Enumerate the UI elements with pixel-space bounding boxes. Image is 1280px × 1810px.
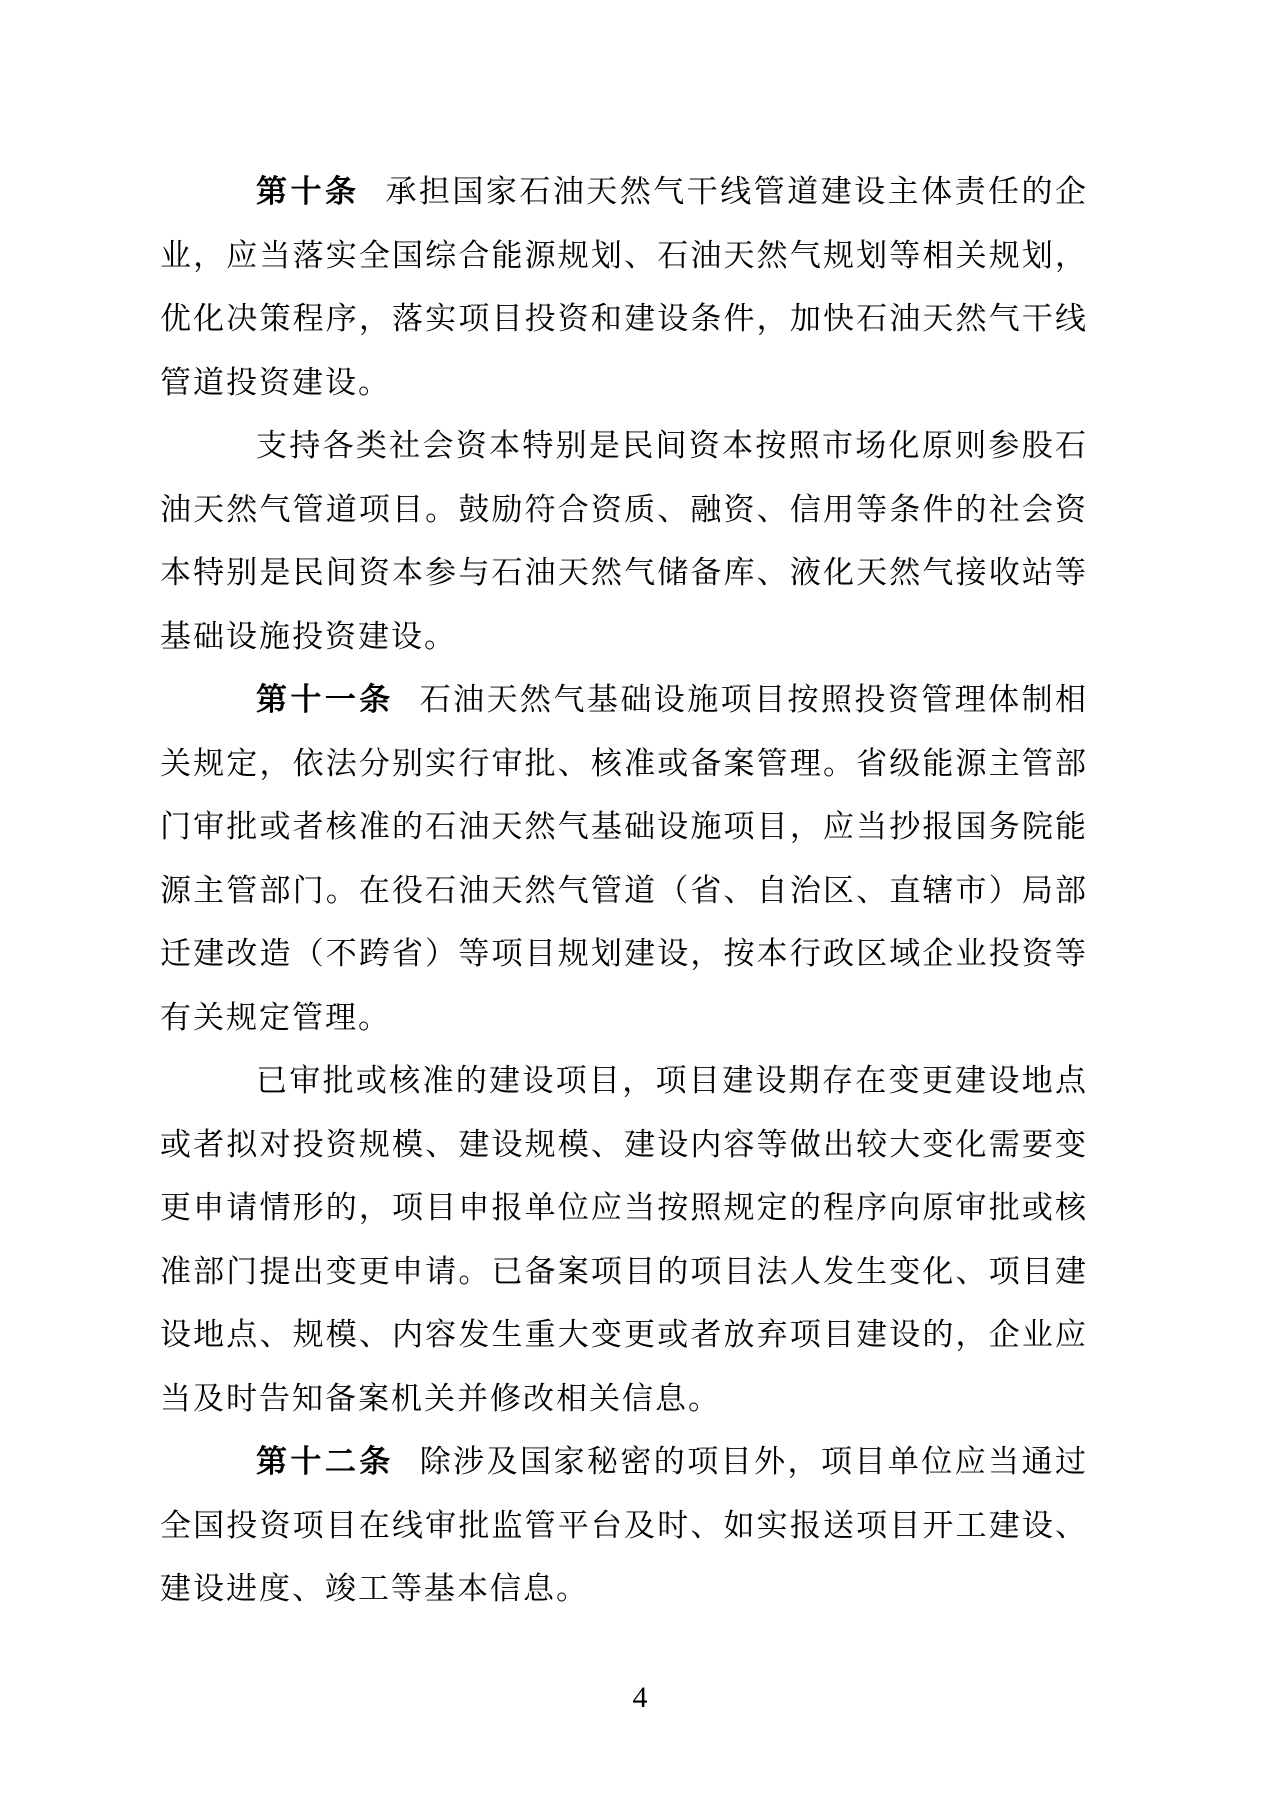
document-body [160, 160, 1088, 1621]
article-11-subparagraph [160, 1049, 1088, 1430]
article-10-subparagraph [160, 414, 1088, 668]
article-11-subparagraph-text: 已审批或核准的建设项目，项目建设期存在变更建设地点或者拟对投资规模、建设规模、建设内容等做出较大变化需要变更申请情形的，项目申报单位应当按照规定的程序向原审批或核准部门提出变更申请。已备案项目的项目法人发生变化、项目建设地点、规模、内容发生重大变更或者放弃项目建设的，企业应当及时告知备案机关并修改相关信息。 [160, 1063, 1088, 1416]
article-11-paragraph [160, 668, 1088, 1049]
article-10-paragraph [160, 160, 1088, 414]
article-10-text: 承担国家石油天然气干线管道建设主体责任的企业，应当落实全国综合能源规划、石油天然气规划等相关规划，优化决策程序，落实项目投资和建设条件，加快石油天然气干线管道投资建设。 [160, 174, 1089, 400]
article-12-number: 第十二条 [256, 1444, 394, 1479]
article-12-text: 除涉及国家秘密的项目外，项目单位应当通过全国投资项目在线审批监管平台及时、如实报送项目开工建设、建设进度、竣工等基本信息。 [160, 1444, 1089, 1606]
article-11-text: 石油天然气基础设施项目按照投资管理体制相关规定，依法分别实行审批、核准或备案管理。省级能源主管部门审批或者核准的石油天然气基础设施项目，应当抄报国务院能源主管部门。在役石油天然气管道（省、自治区、直辖市）局部迁建改造（不跨省）等项目规划建设，按本行政区域企业投资等有关规定管理。 [160, 682, 1089, 1035]
article-10-number: 第十条 [256, 174, 360, 209]
article-10-subparagraph-text: 支持各类社会资本特别是民间资本按照市场化原则参股石油天然气管道项目。鼓励符合资质、融资、信用等条件的社会资本特别是民间资本参与石油天然气储备库、液化天然气接收站等基础设施投资建设。 [160, 428, 1088, 654]
article-11-number: 第十一条 [256, 682, 394, 717]
page-number: 4 [632, 1681, 648, 1714]
article-12-paragraph [160, 1430, 1088, 1621]
